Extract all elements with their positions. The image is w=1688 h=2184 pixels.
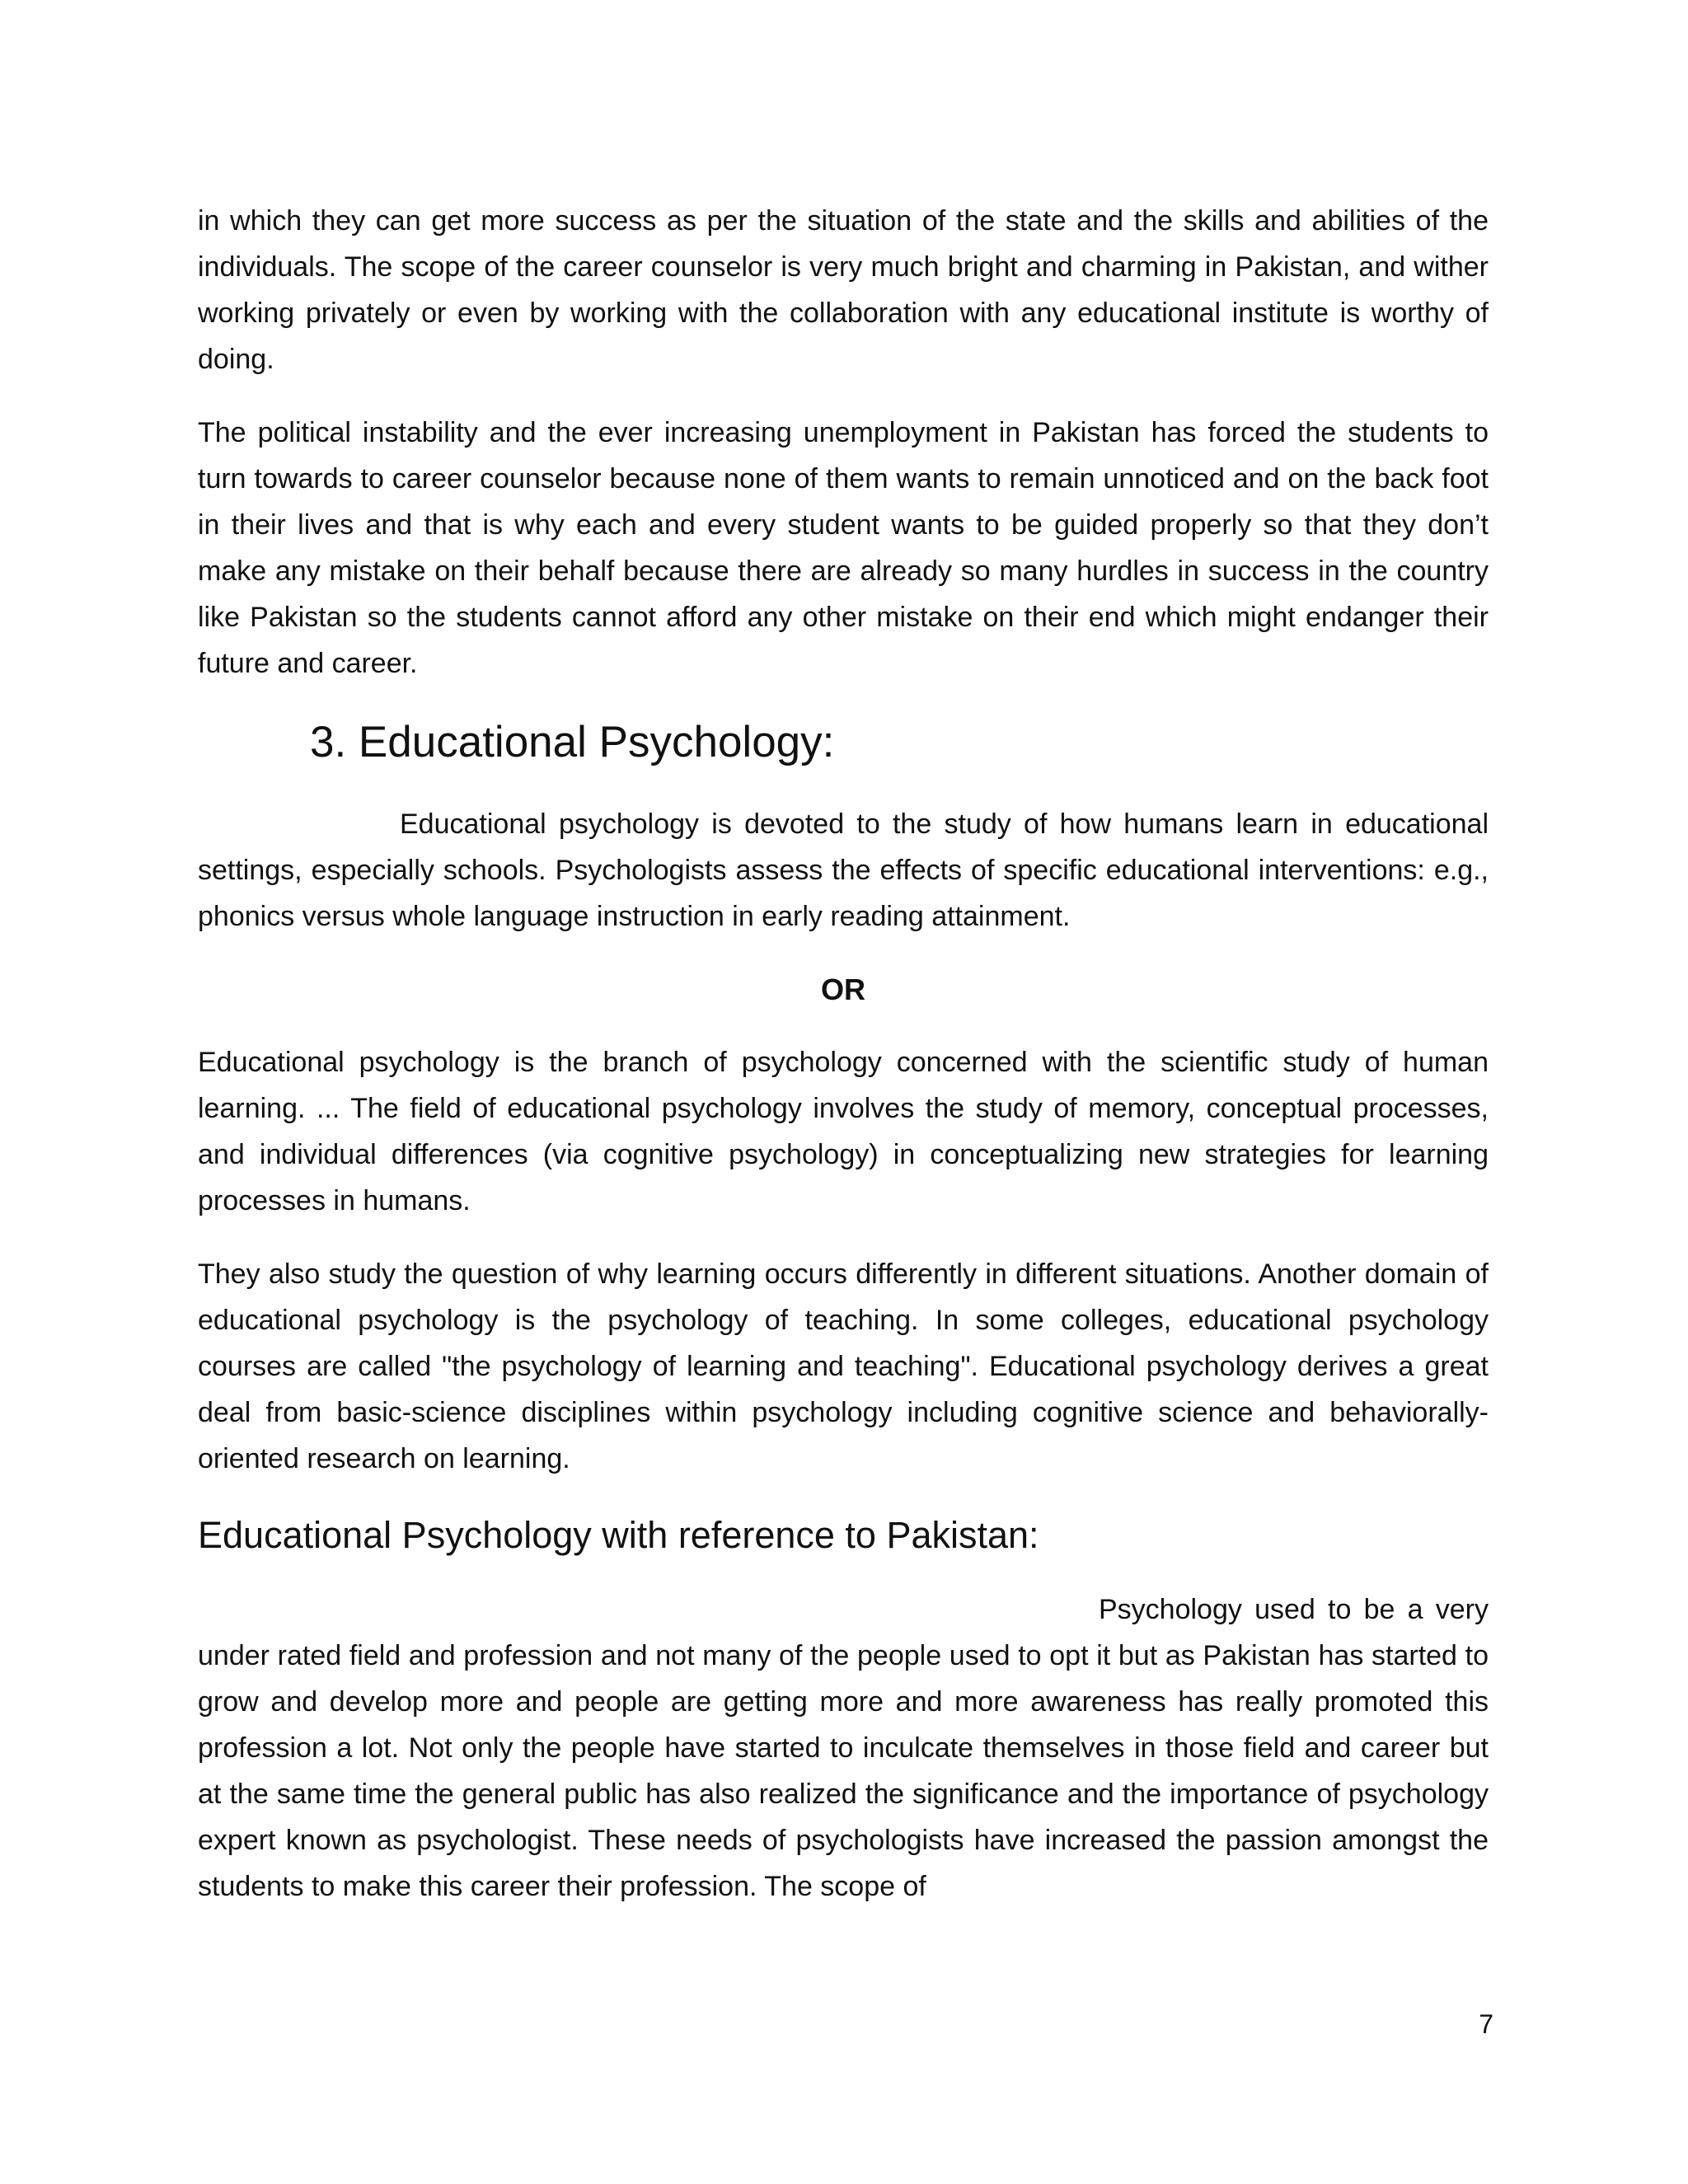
paragraph-political-instability: The political instability and the ever increasing unemployment in Pakistan has forced the students to turn towards to career counselor because none of them wants to remain unnoticed and on the back foot in their lives and that is why each and every student wants to be guided properly so that they don’t make any mistake on their behalf because there are already so many hurdles in success in the country like Pakistan so the students cannot afford any other mistake on their end which might endanger their future and career. bbox=[198, 417, 1489, 679]
paragraph-learning-differences: They also study the question of why learning occurs differently in different situations. Another domain of educational psychology is the psychology of teaching. In some colleges, educational psychology courses are called "the psychology of learning and teaching". Educational psychology derives a great deal from basic-science disciplines within psychology including cognitive science and behaviorally-oriented research on learning. bbox=[198, 1258, 1489, 1474]
or-divider-text: OR bbox=[821, 972, 865, 1006]
paragraph-educational-psychology-branch: Educational psychology is the branch of psychology concerned with the scientific study of human learning. ... The field of educational psychology involves the study of memory, conceptual processes, and individual differences (via cognitive psychology) in conceptualizing new strategies for learning processes in humans. bbox=[198, 1047, 1489, 1216]
subsection-heading-pakistan: Educational Psychology with reference to Pakistan: bbox=[198, 1514, 1039, 1556]
paragraph-educational-psychology-definition: Educational psychology is devoted to the study of how humans learn in educational settings, especially schools. Psychologists assess the effects of specific educational interventions: e.g., phonics versus whole language instruction in early reading attainment. bbox=[198, 808, 1489, 932]
page-number: 7 bbox=[1479, 2009, 1493, 2039]
page-content bbox=[198, 198, 1489, 1937]
paragraph-psychology-in-pakistan: Psychology used to be a very under rated field and profession and not many of the people used to opt it but as Pakistan has started to grow and develop more and people are getting more and more awareness has really promoted this profession a lot. Not only the people have started to inculcate themselves in those field and career but at the same time the general public has also realized the significance and the importance of psychology expert known as psychologist. These needs of psychologists have increased the passion amongst the students to make this career their profession. The scope of bbox=[198, 1594, 1489, 1902]
paragraph-career-counselor-scope: in which they can get more success as per the situation of the state and the skills and abilities of the individuals. The scope of the career counselor is very much bright and charming in Pakistan, and wither working privately or even by working with the collaboration with any educational institute is worthy of doing. bbox=[198, 205, 1489, 375]
section-heading-educational-psychology: 3. Educational Psychology: bbox=[310, 718, 835, 766]
